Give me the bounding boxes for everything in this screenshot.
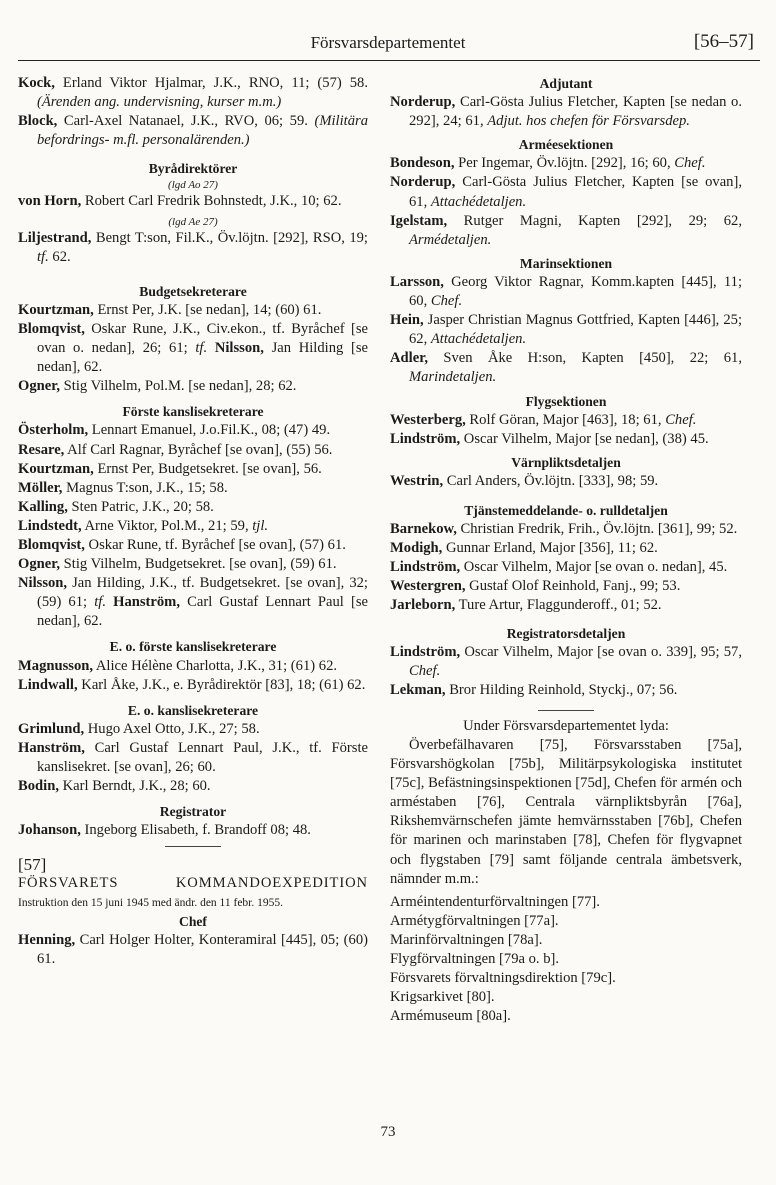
person-entry: Barnekow, Christian Fredrik, Frih., Öv.löjtn. [361], 99; 52. <box>390 521 738 538</box>
person-entry: Liljestrand, Bengt T:son, Fil.K., Öv.löjtn. [292], RSO, 19; tf. 62. <box>18 229 368 265</box>
heading-tjanstemeddelande: Tjänstemeddelande- o. rulldetaljen <box>464 502 668 518</box>
subordinate-paragraph: Överbefälhavaren [75], Försvarsstaben [75a], Försvarshögkolan [75b], Militärpsykologiska institutet [75c], Befästningsinspektionen [75d], Chefen för armén och arméstaben [76], Centrala värnpliktsbyrån [76a], Rikshemvärnschefen jämte hemvärnsstaben [76b], Chefen för marinen och marinstaben [78], Chefen för flygvapnet och flygstaben [79] samt följande centrala ämbetsverk, nämnder m.m.: <box>390 737 742 887</box>
person-entry: Grimlund, Hugo Axel Otto, J.K., 27; 58. <box>18 720 260 737</box>
person-entry: Lindstedt, Arne Viktor, Pol.M., 21; 59, tjl. <box>18 517 269 534</box>
person-entry: Möller, Magnus T:son, J.K., 15; 58. <box>18 479 228 496</box>
list-item: Arméintendenturförvaltningen [77]. <box>390 893 600 910</box>
person-entry: Ogner, Stig Vilhelm, Pol.M. [se nedan], 28; 62. <box>18 378 297 395</box>
list-item: Försvarets förvaltningsdirektion [79c]. <box>390 970 616 987</box>
person-entry: Kourtzman, Ernst Per, Budgetsekret. [se ovan], 56. <box>18 460 322 477</box>
person-entry: Kalling, Sten Patric, J.K., 20; 58. <box>18 498 214 515</box>
person-entry: Westerberg, Rolf Göran, Major [463], 18; 61, Chef. <box>390 411 697 428</box>
instruction-note: Instruktion den 15 juni 1945 med ändr. den 11 febr. 1955. <box>18 896 283 909</box>
person-entry: Adler, Sven Åke H:son, Kapten [450], 22; 61, Marindetaljen. <box>390 350 742 386</box>
person-entry: von Horn, Robert Carl Fredrik Bohnstedt, J.K., 10; 62. <box>18 193 342 210</box>
person-entry: Magnusson, Alice Hélène Charlotta, J.K., 31; (61) 62. <box>18 657 338 674</box>
section-range: [56–57] <box>693 31 754 52</box>
header-rule <box>18 60 760 61</box>
person-entry: Lindström, Oscar Vilhelm, Major [se ovan o. 339], 95; 57, Chef. <box>390 643 742 679</box>
heading-byradirektorer: Byrådirektörer <box>148 161 238 177</box>
person-entry: Resare, Alf Carl Ragnar, Byråchef [se ovan], (55) 56. <box>18 441 333 458</box>
person-entry: Hanström, Carl Gustaf Lennart Paul, J.K., tf. Förste kanslisekret. [se ovan], 26; 60. <box>18 739 368 775</box>
heading-eo-kanslisekreterare: E. o. kanslisekreterare <box>127 702 259 718</box>
person-entry: Österholm, Lennart Emanuel, J.o.Fil.K., 08; (47) 49. <box>18 422 331 439</box>
heading-eo-forste-kanslisekreterare: E. o. förste kanslisekreterare <box>109 639 277 655</box>
person-entry: Larsson, Georg Viktor Ragnar, Komm.kapten [445], 11; 60, Chef. <box>390 273 742 310</box>
heading-chef: Chef <box>179 913 207 929</box>
list-item: Flygförvaltningen [79a o. b]. <box>390 951 560 968</box>
grade-note: (lgd Ae 27) <box>168 215 218 228</box>
list-item: Marinförvaltningen [78a]. <box>390 931 543 948</box>
right-column <box>390 74 742 1026</box>
person-entry: Norderup, Carl-Gösta Julius Fletcher, Kapten [se nedan o. 292], 24; 61, Adjut. hos chefen för Försvarsdep. <box>390 94 742 130</box>
person-entry: Westrin, Carl Anders, Öv.löjtn. [333], 98; 59. <box>390 472 659 489</box>
section-divider <box>165 846 221 847</box>
section-number: [57] <box>18 855 47 875</box>
person-entry: Lindwall, Karl Åke, J.K., e. Byrådirektör [83], 18; (61) 62. <box>18 676 366 693</box>
list-item: Armémuseum [80a]. <box>390 1008 511 1025</box>
grade-note: (lgd Ao 27) <box>168 179 218 192</box>
person-entry: Lindström, Oscar Vilhelm, Major [se nedan], (38) 45. <box>390 430 709 447</box>
heading-varnpliktsdetaljen: Värnpliktsdetaljen <box>511 454 621 470</box>
person-entry: Kock, Erland Viktor Hjalmar, J.K., RNO, 11; (57) 58. (Ärenden ang. undervisning, kurser m.m.) <box>18 75 368 111</box>
heading-armesektionen: Arméesektionen <box>518 137 614 153</box>
list-item: Armétygförvaltningen [77a]. <box>390 912 559 929</box>
person-entry: Blomqvist, Oskar Rune, tf. Byråchef [se ovan], (57) 61. <box>18 536 346 553</box>
person-entry: Blomqvist, Oskar Rune, J.K., Civ.ekon., tf. Byråchef [se ovan o. nedan], 26; 61; tf. Nilsson, Jan Hilding [se nedan], 62. <box>18 320 368 376</box>
heading-registratorsdetaljen: Registratorsdetaljen <box>506 625 626 641</box>
person-entry: Norderup, Carl-Gösta Julius Fletcher, Kapten [se ovan], 61, Attachédetaljen. <box>390 174 742 210</box>
page-number: 73 <box>380 1124 396 1140</box>
person-entry: Bondeson, Per Ingemar, Öv.löjtn. [292], 16; 60, Chef. <box>390 155 706 172</box>
person-entry: Bodin, Karl Berndt, J.K., 28; 60. <box>18 778 211 795</box>
person-entry: Block, Carl-Axel Natanael, J.K., RVO, 06; 59. (Militära befordrings- m.fl. personalärenden.) <box>18 113 368 149</box>
section-divider <box>538 710 594 711</box>
subordinate-list <box>390 893 742 1027</box>
heading-adjutant: Adjutant <box>539 76 593 91</box>
heading-forste-kanslisekreterare: Förste kanslisekreterare <box>122 404 264 420</box>
person-entry: Hein, Jasper Christian Magnus Gottfried, Kapten [446], 25; 62, Attachédetaljen. <box>390 312 742 348</box>
list-item: Krigsarkivet [80]. <box>390 989 495 1006</box>
person-entry: Lekman, Bror Hilding Reinhold, Styckj., 07; 56. <box>390 681 678 698</box>
department-title: Försvarsdepartementet <box>310 33 466 52</box>
section-title: FÖRSVARETS KOMMANDOEXPEDITION <box>18 875 368 892</box>
person-entry: Modigh, Gunnar Erland, Major [356], 11; 62. <box>390 540 658 557</box>
heading-flygsektionen: Flygsektionen <box>525 393 607 409</box>
heading-marinsektionen: Marinsektionen <box>519 255 613 271</box>
person-entry: Westergren, Gustaf Olof Reinhold, Fanj., 99; 53. <box>390 578 681 595</box>
person-entry: Nilsson, Jan Hilding, J.K., tf. Budgetsekret. [se ovan], 32; (59) 61; tf. Hanström, Carl Gustaf Lennart Paul [se nedan], 62. <box>18 575 368 630</box>
heading-budgetsekreterare: Budgetsekreterare <box>139 283 247 299</box>
left-column <box>18 74 368 969</box>
person-entry: Ogner, Stig Vilhelm, Budgetsekret. [se ovan], (59) 61. <box>18 556 337 573</box>
person-entry: Lindström, Oscar Vilhelm, Major [se ovan o. nedan], 45. <box>390 559 728 576</box>
person-entry: Henning, Carl Holger Holter, Konteramiral [445], 05; (60) 61. <box>18 931 368 967</box>
person-entry: Jarleborn, Ture Artur, Flaggunderoff., 01; 52. <box>390 597 662 614</box>
person-entry: Kourtzman, Ernst Per, J.K. [se nedan], 14; (60) 61. <box>18 301 322 318</box>
person-entry: Johanson, Ingeborg Elisabeth, f. Brandoff 08; 48. <box>18 822 311 839</box>
subordinate-intro: Under Försvarsdepartementet lyda: <box>463 717 669 734</box>
heading-registrator: Registrator <box>159 804 227 820</box>
person-entry: Igelstam, Rutger Magni, Kapten [292], 29; 62, Armédetaljen. <box>390 212 742 248</box>
